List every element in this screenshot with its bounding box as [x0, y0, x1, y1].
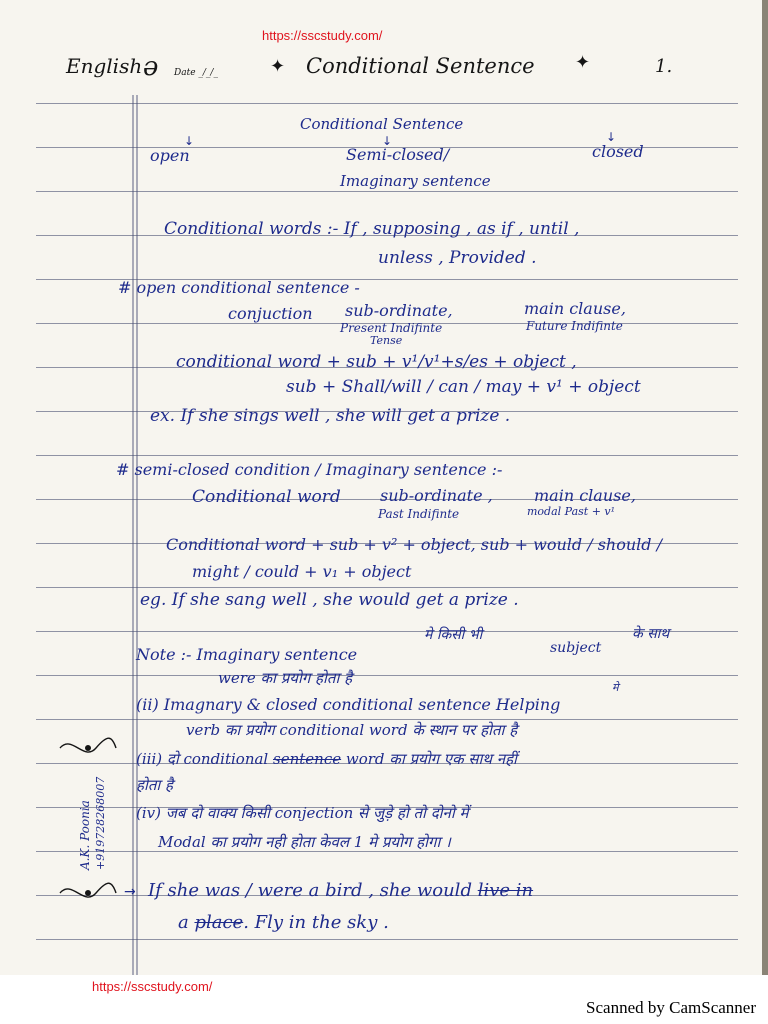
final-example-line-1 — [148, 880, 533, 901]
note-me: मे — [612, 681, 619, 694]
semi-sub-ordinate: sub-ordinate , — [380, 486, 493, 505]
semi-main-clause: main clause, — [534, 486, 636, 505]
semi-formula-2: might / could + v₁ + object — [192, 562, 412, 581]
watermark-url-top[interactable]: https://sscstudy.com/ — [262, 28, 383, 43]
note-iii-line-2: होता है — [136, 776, 174, 794]
page-title: Conditional Sentence — [306, 54, 535, 78]
swirl-ornament-icon-lower — [56, 873, 120, 913]
down-arrow-icon: ↓ — [606, 130, 617, 144]
open-formula-2: sub + Shall/will / can / may + v¹ + object — [286, 377, 641, 397]
note-iii-line-1 — [136, 749, 517, 769]
classification-heading: Conditional Sentence — [300, 115, 464, 133]
down-arrow-icon: ↓ — [184, 134, 195, 148]
open-main-clause: main clause, — [524, 299, 626, 318]
note-line-2: were का प्रयोग होता है — [218, 669, 353, 687]
note-iii-struck-word: sentence — [273, 750, 342, 768]
final-example-line-2 — [178, 912, 389, 933]
branch-imaginary: Imaginary sentence — [340, 172, 491, 190]
right-arrow-icon: → — [124, 884, 136, 900]
note-iv-line-1: (iv) जब दो वाक्य किसी conjection से जुड़े हो तो दोनो में — [136, 804, 469, 822]
final-example-text: If she was / were a bird , she would — [148, 880, 472, 901]
note-iii-suffix: word का प्रयोग एक साथ नहीं — [345, 750, 517, 768]
semi-past-indefinite: Past Indifinte — [378, 507, 460, 521]
sparkle-ornament-icon: ✦ — [270, 56, 286, 77]
note-hindi-right: के साथ — [632, 626, 670, 642]
semi-conditional-word: Conditional word — [192, 487, 341, 507]
final-example-struck-place: place — [194, 912, 244, 933]
semi-example: eg. If she sang well , she would get a prize . — [140, 590, 519, 610]
note-iv-line-2: Modal का प्रयोग नही होता केवल 1 मे प्रयोग होगा । — [158, 833, 451, 851]
note-ii-line-1: (ii) Imagnary & closed conditional sentence Helping — [136, 695, 561, 714]
sparkle-ornament-icon-right: ✦ — [575, 52, 591, 73]
branch-closed: closed — [592, 142, 644, 161]
note-line-1: Note :- Imaginary sentence — [136, 645, 358, 664]
conditional-words-line2: unless , Provided . — [378, 248, 537, 268]
semi-formula-1: Conditional word + sub + v² + object, sub + would / should / — [166, 535, 662, 554]
watermark-url-bottom[interactable]: https://sscstudy.com/ — [92, 979, 213, 994]
final-example-ending: . Fly in the sky . — [243, 912, 389, 933]
author-phone: +919728268007 — [94, 776, 107, 870]
note-ii-line-2: verb का प्रयोग conditional word के स्थान पर होता है — [186, 721, 518, 739]
branch-semi-closed: Semi-closed/ — [346, 145, 450, 164]
down-arrow-icon: ↓ — [382, 134, 393, 148]
final-example-struck: live in — [477, 880, 534, 901]
swirl-ornament-icon — [56, 728, 120, 768]
note-hindi-top: मे किसी भी — [424, 627, 483, 643]
semi-section-heading: # semi-closed condition / Imaginary sentence :- — [116, 460, 503, 479]
date-label: Date _/_/_ — [174, 68, 218, 78]
final-example-article: a — [178, 912, 189, 933]
open-section-heading: # open conditional sentence - — [118, 278, 360, 297]
note-iii-prefix: (iii) दो conditional — [136, 750, 269, 768]
open-formula-1: conditional word + sub + v¹/v¹+s/es + object , — [176, 352, 577, 372]
branch-open: open — [150, 146, 190, 165]
subject-label: English — [66, 54, 143, 78]
conditional-words-line1: Conditional words :- If , supposing , as if , until , — [164, 219, 580, 239]
open-future-indefinite: Future Indifinte — [526, 319, 623, 333]
note-subject: subject — [550, 640, 602, 656]
semi-modal-past: modal Past + v¹ — [527, 505, 616, 518]
open-conjunction-label: conjuction — [228, 304, 313, 323]
open-example: ex. If she sings well , she will get a prize . — [150, 406, 511, 426]
author-signature: A.K. Poonia — [78, 800, 92, 870]
open-tense-label: Tense — [370, 334, 403, 347]
page-number: 1. — [655, 56, 673, 77]
open-present-indefinite: Present Indifinte — [340, 321, 443, 335]
open-sub-ordinate: sub-ordinate, — [345, 301, 453, 320]
scanner-credit: Scanned by CamScanner — [586, 998, 756, 1017]
notebook-logo-icon: ǝ — [143, 52, 159, 82]
